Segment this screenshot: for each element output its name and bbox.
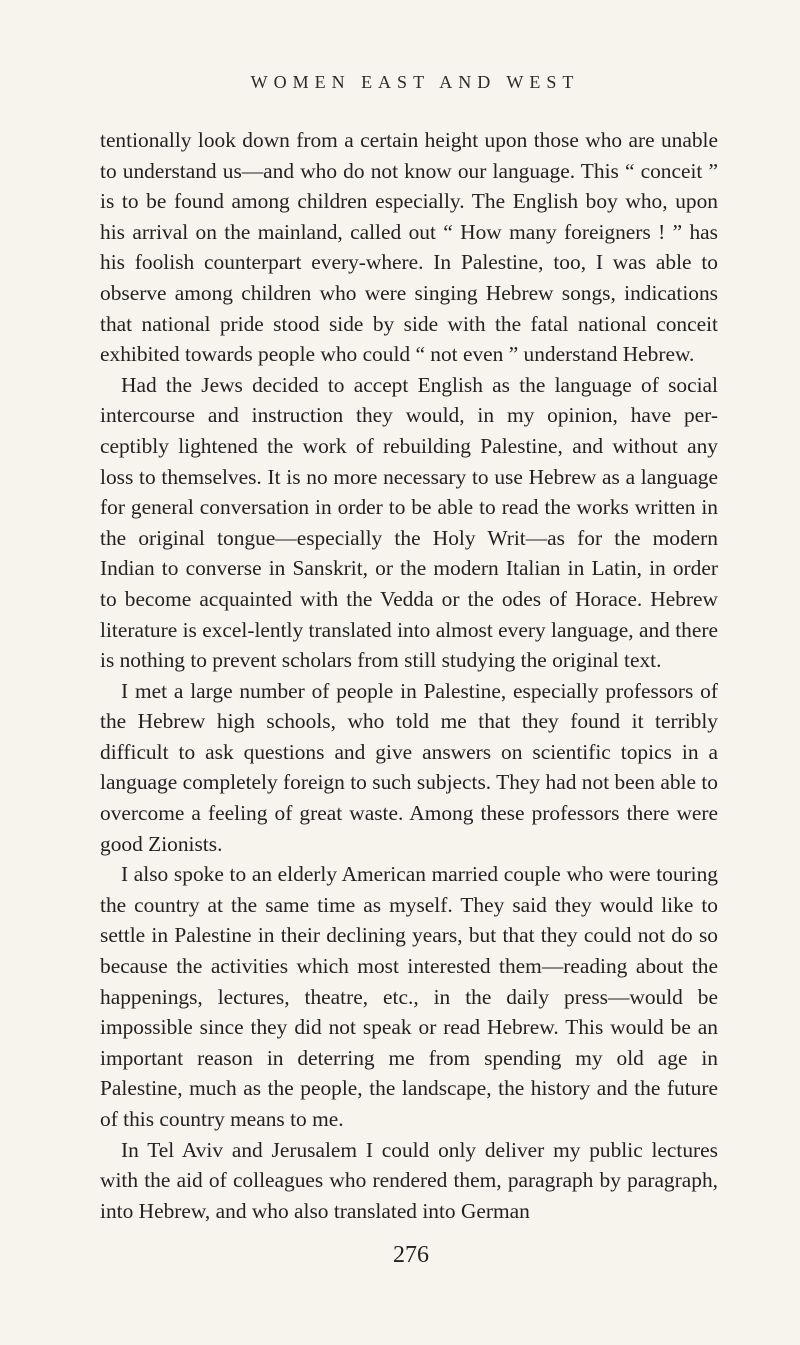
page-number: 276 [393, 1242, 429, 1268]
paragraph: Had the Jews decided to accept English as the language of social intercourse and instruction they would, in my opinion, have per-ceptibly lightened the work of rebuilding Palestine, and without any loss to themselves. It is no more necessary to use Hebrew as a language for general conversation in order to be able to read the works written in the original tongue—especially the Holy Writ—as for the modern Indian to converse in Sanskrit, or the modern Italian in Latin, in order to become acquainted with the Vedda or the odes of Horace. Hebrew literature is excel-lently translated into almost every language, and there is nothing to prevent scholars from still studying the original text. [100, 372, 718, 673]
body-text [100, 125, 718, 1226]
paragraph: I also spoke to an elderly American married couple who were touring the country at the same time as myself. They said they would like to settle in Palestine in their declining years, but that they could not do so because the activities which most interested them—reading about the happenings, lectures, theatre, etc., in the daily press—would be impossible since they did not speak or read Hebrew. This would be an important reason in deterring me from spending my old age in Palestine, much as the people, the landscape, the history and the future of this country means to me. [100, 862, 718, 1131]
paragraph: In Tel Aviv and Jerusalem I could only deliver my public lectures with the aid of colleagues who rendered them, paragraph by paragraph, into Hebrew, and who also translated into German [100, 1137, 718, 1223]
paragraph: I met a large number of people in Palestine, especially professors of the Hebrew high schools, who told me that they found it terribly difficult to ask questions and give answers on scientific topics in a language completely foreign to such subjects. They had not been able to overcome a feeling of great waste. Among these professors there were good Zionists. [100, 678, 718, 856]
paragraph-continued: tentionally look down from a certain height upon those who are unable to understand us—and who do not know our language. This “ conceit ” is to be found among children especially. The English boy who, upon his arrival on the mainland, called out “ How many foreigners ! ” has his foolish counterpart every-where. In Palestine, too, I was able to observe among children who were singing Hebrew songs, indications that national pride stood side by side with the fatal national conceit exhibited towards people who could “ not even ” understand Hebrew. [100, 128, 718, 367]
running-head: WOMEN EAST AND WEST [250, 72, 580, 92]
